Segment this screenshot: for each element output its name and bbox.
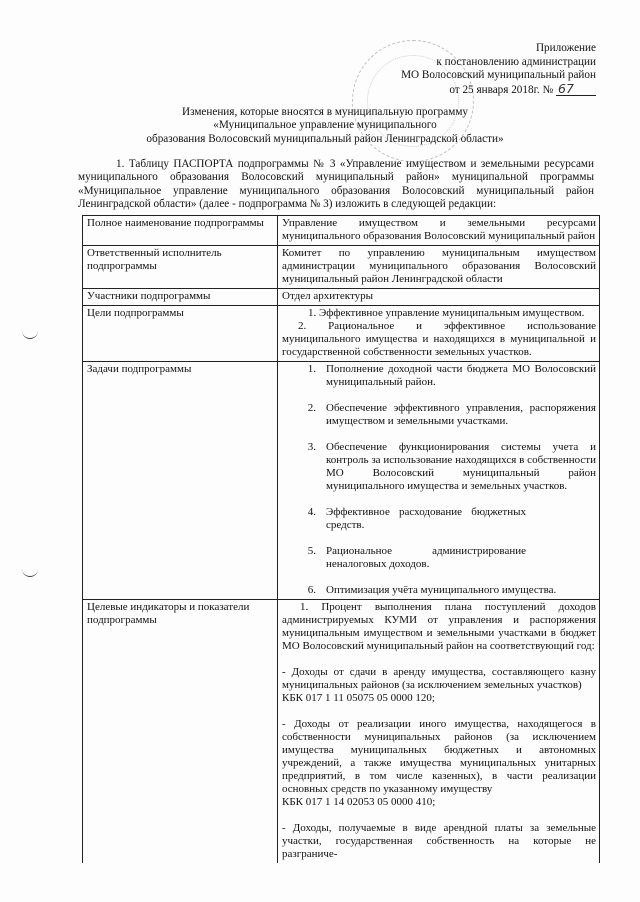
table-row-indicators	[83, 600, 600, 864]
indicator-item: - Доходы от сдачи в аренду имущества, составляющего казну муниципальных районов (за исключением земельных участков)	[282, 666, 596, 691]
task-text: Обеспечение эффективного управления, распоряжения имуществом и земельными участками.	[326, 402, 596, 427]
task-item	[282, 545, 596, 571]
margin-hole-mark	[22, 330, 38, 339]
row-label: Полное наименование подпрограммы	[83, 216, 278, 246]
task-num: 2.	[307, 402, 316, 414]
document-title	[100, 106, 550, 146]
row-value-text: Комитет по управлению муниципальным имуществом администрации муниципального образования Волосовский муниципальный район Ленинградской области	[282, 247, 596, 285]
task-num: 5.	[307, 545, 316, 557]
indicator-item: - Доходы, получаемые в виде арендной платы за земельные участки, государственная собственность на которые не разграниче-	[282, 822, 596, 860]
date-prefix: от	[449, 83, 460, 96]
table-row	[83, 289, 600, 306]
passport-table	[82, 215, 600, 863]
header-line-org: МО Волосовский муниципальный район	[401, 69, 596, 82]
indicator-kbk: КБК 017 1 11 05075 05 0000 120;	[282, 692, 435, 704]
task-num: 3.	[307, 441, 316, 453]
goals-value	[278, 306, 600, 362]
task-item	[282, 506, 596, 532]
task-num: 4.	[307, 506, 316, 518]
task-text: Обеспечение функционирования системы учета и контроль за использование находящихся в собственности МО Волосовский муниципальный район муниципального имущества и земельных участков.	[326, 441, 596, 492]
date-value: 25 января 2018г.	[462, 83, 540, 96]
row-value: Отдел архитектуры	[278, 289, 600, 306]
task-text: Пополнение доходной части бюджета МО Волосовский муниципальный район.	[326, 363, 596, 388]
task-text: Оптимизация учёта муниципального имущества.	[326, 584, 557, 596]
title-line-2: «Муниципальное управление муниципального	[213, 119, 437, 132]
intro-paragraph	[78, 158, 594, 212]
goal-item: 2. Рациональное и эффективное использование муниципального имущества и находящихся в муниципальной и государственной собственности земельных участков.	[282, 320, 596, 358]
goals-label: Цели подпрограммы	[83, 306, 278, 362]
indicators-value	[278, 600, 600, 864]
header-date-line	[401, 80, 596, 98]
task-text: Рациональное администрирование неналоговых доходов.	[326, 545, 526, 570]
title-line-3: образования Волосовский муниципальный район Ленинградской области»	[146, 132, 504, 145]
task-item	[282, 402, 596, 428]
goal-item: 1. Эффективное управление муниципальным имуществом.	[308, 307, 585, 319]
title-line-1: Изменения, которые вносятся в муниципальную программу	[181, 106, 468, 118]
number-label: №	[542, 83, 554, 96]
tasks-value	[278, 362, 600, 600]
row-value	[278, 216, 600, 246]
task-item	[282, 363, 596, 389]
task-text: Эффективное расходование бюджетных средств.	[326, 506, 526, 531]
header-line-decree: к постановлению администрации	[436, 55, 596, 68]
row-value-text: Управление имуществом и земельными ресурсами муниципального образования Волосовский муниципальный район	[282, 217, 596, 242]
task-item	[282, 584, 596, 597]
margin-hole-mark	[22, 568, 38, 577]
handwritten-number: 67	[556, 83, 596, 96]
intro-text: 1. Таблицу ПАСПОРТА подпрограммы № 3 «Управление имуществом и земельными ресурсами муниципального образования Волосовский муниципальный район» муниципальной программы «Муниципальное управление муниципального образования Волосовский муниципальный район Ленинградской области» (далее - подпрограмма № 3) изложить в следующей редакции:	[78, 158, 594, 211]
task-num: 6.	[307, 584, 316, 596]
indicator-kbk: КБК 017 1 14 02053 05 0000 410;	[282, 796, 436, 808]
indicator-item: - Доходы от реализации иного имущества, находящегося в собственности муниципальных районов (за исключением имущества муниципальных бюджетных и автономных учреждений, а также имущества муниципальных унитарных предприятий, в том числе казенных), в части реализации основных средств по указанному имуществу	[282, 718, 596, 795]
header-line-appendix: Приложение	[535, 42, 596, 54]
table-row-goals	[83, 306, 600, 362]
task-item	[282, 441, 596, 493]
table-row-tasks	[83, 362, 600, 600]
task-num: 1.	[307, 363, 316, 375]
indicators-label: Целевые индикаторы и показатели подпрограммы	[83, 600, 278, 864]
table-row	[83, 246, 600, 289]
table-row	[83, 216, 600, 246]
tasks-label: Задачи подпрограммы	[83, 362, 278, 600]
row-value	[278, 246, 600, 289]
indicator-intro: 1. Процент выполнения плана поступлений доходов администрируемых КУМИ от управления и распоряжения муниципальным имуществом и земельными участками в бюджет МО Волосовский муниципальный район на соответствующий год:	[282, 601, 596, 652]
row-label: Ответственный исполнитель подпрограммы	[83, 246, 278, 289]
document-header	[401, 42, 596, 97]
row-label: Участники подпрограммы	[83, 289, 278, 306]
